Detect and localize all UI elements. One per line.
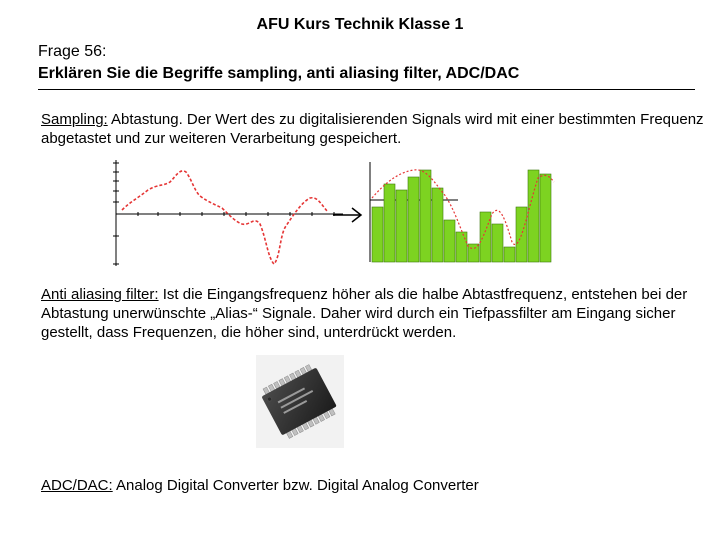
sample-bar [396,190,407,262]
sample-bar [504,247,515,262]
sample-bar [468,244,479,262]
sampling-arrow [333,208,361,222]
sample-bar [384,184,395,262]
sample-bar [456,232,467,262]
sample-bar [372,207,383,262]
sample-bar [492,224,503,262]
sampling-paragraph [41,110,711,148]
sample-bar [516,207,527,262]
sampling-term: Sampling: [41,111,108,128]
sampled-signal-plot [370,162,554,262]
sample-bar [528,170,539,262]
sampling-figure [108,158,712,270]
chip-photo [256,355,344,448]
sample-bar [420,170,431,262]
sample-bar [408,177,419,262]
question-number: Frage 56: [38,43,107,60]
adcdac-paragraph [41,476,711,495]
sample-bar [444,220,455,262]
divider [38,89,695,90]
page-title: AFU Kurs Technik Klasse 1 [256,16,464,33]
antialiasing-term: Anti aliasing filter: [41,286,159,303]
ic-chip-image [256,355,344,448]
analog-signal-plot [113,160,343,266]
adcdac-text: Analog Digital Converter bzw. Digital Analog Converter [112,477,479,494]
analog-signal-curve [122,171,328,264]
antialiasing-paragraph [41,285,711,342]
sampling-text: Abtastung. Der Wert des zu digitalisierenden Signals wird mit einer bestimmten Frequenz abgetastet und zur weiteren Verarbeitung gespeichert. [41,111,704,147]
question-text: Erklären Sie die Begriffe sampling, anti aliasing filter, ADC/DAC [38,65,520,82]
sample-bar [540,174,551,262]
antialiasing-text: Ist die Eingangsfrequenz höher als die halbe Abtastfrequenz, entstehen bei der Abtastung unerwünschte „Alias-“ Signale. Daher wird durch ein Tiefpassfilter am Eingang sicher gestellt, dass Frequenzen, die höher sind, unterdrückt werden. [41,286,688,341]
sample-bar [432,188,443,262]
adcdac-term: ADC/DAC: [41,477,113,494]
